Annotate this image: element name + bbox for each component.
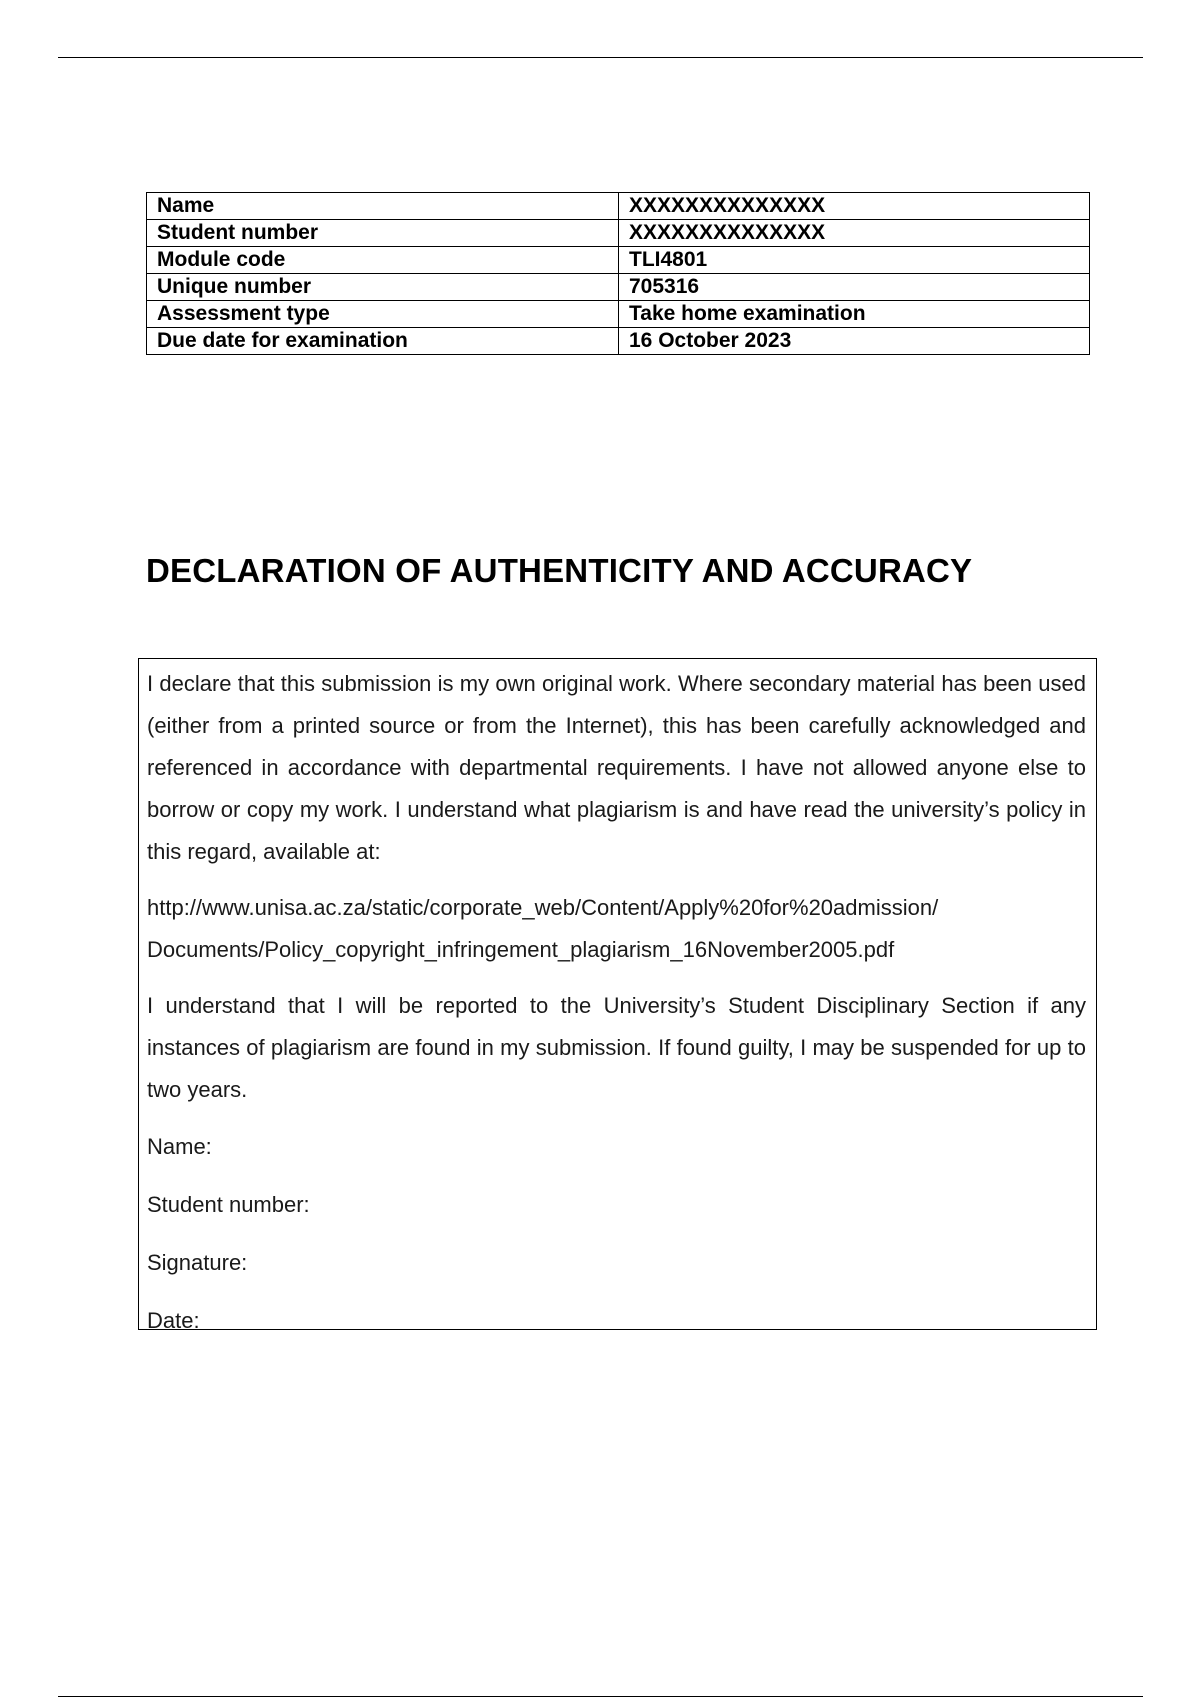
row-label-name: Name bbox=[147, 193, 619, 220]
policy-url bbox=[147, 887, 1086, 971]
row-value-due-date: 16 October 2023 bbox=[619, 328, 1090, 355]
table-row bbox=[147, 220, 1090, 247]
row-value-module-code: TLI4801 bbox=[619, 247, 1090, 274]
table-row bbox=[147, 301, 1090, 328]
table-row bbox=[147, 328, 1090, 355]
declaration-paragraph-1: I declare that this submission is my own original work. Where secondary material has been used (either from a printed source or from the Internet), this has been carefully acknowledged and referenced in accordance with departmental requirements. I have not allowed anyone else to borrow or copy my work. I understand what plagiarism is and have read the university’s policy in this regard, available at: bbox=[147, 671, 1086, 864]
policy-url-line-1: http://www.unisa.ac.za/static/corporate_web/Content/Apply%20for%20admission/ bbox=[147, 895, 939, 920]
date-field-label: Date: bbox=[147, 1308, 200, 1333]
row-value-student-number: XXXXXXXXXXXXXX bbox=[619, 220, 1090, 247]
name-field-label: Name: bbox=[147, 1134, 212, 1159]
top-divider bbox=[58, 57, 1143, 58]
declaration-title: DECLARATION OF AUTHENTICITY AND ACCURACY bbox=[146, 552, 973, 589]
row-label-due-date: Due date for examination bbox=[147, 328, 619, 355]
submission-info-table bbox=[146, 192, 1090, 355]
table-row bbox=[147, 193, 1090, 220]
row-label-student-number: Student number bbox=[147, 220, 619, 247]
bottom-divider bbox=[58, 1696, 1143, 1697]
policy-url-line-2: Documents/Policy_copyright_infringement_plagiarism_16November2005.pdf bbox=[147, 937, 895, 962]
row-label-assessment-type: Assessment type bbox=[147, 301, 619, 328]
signature-field-label: Signature: bbox=[147, 1250, 248, 1275]
declaration-box bbox=[138, 658, 1097, 1333]
declaration-paragraph-2: I understand that I will be reported to the University’s Student Disciplinary Section if any instances of plagiarism are found in my submission. If found guilty, I may be suspended for up to two years. bbox=[147, 993, 1086, 1102]
row-label-module-code: Module code bbox=[147, 247, 619, 274]
row-value-name: XXXXXXXXXXXXXX bbox=[619, 193, 1090, 220]
row-value-unique-number: 705316 bbox=[619, 274, 1090, 301]
row-label-unique-number: Unique number bbox=[147, 274, 619, 301]
table-row bbox=[147, 274, 1090, 301]
student-number-field-label: Student number: bbox=[147, 1192, 310, 1217]
row-value-assessment-type: Take home examination bbox=[619, 301, 1090, 328]
table-row bbox=[147, 247, 1090, 274]
